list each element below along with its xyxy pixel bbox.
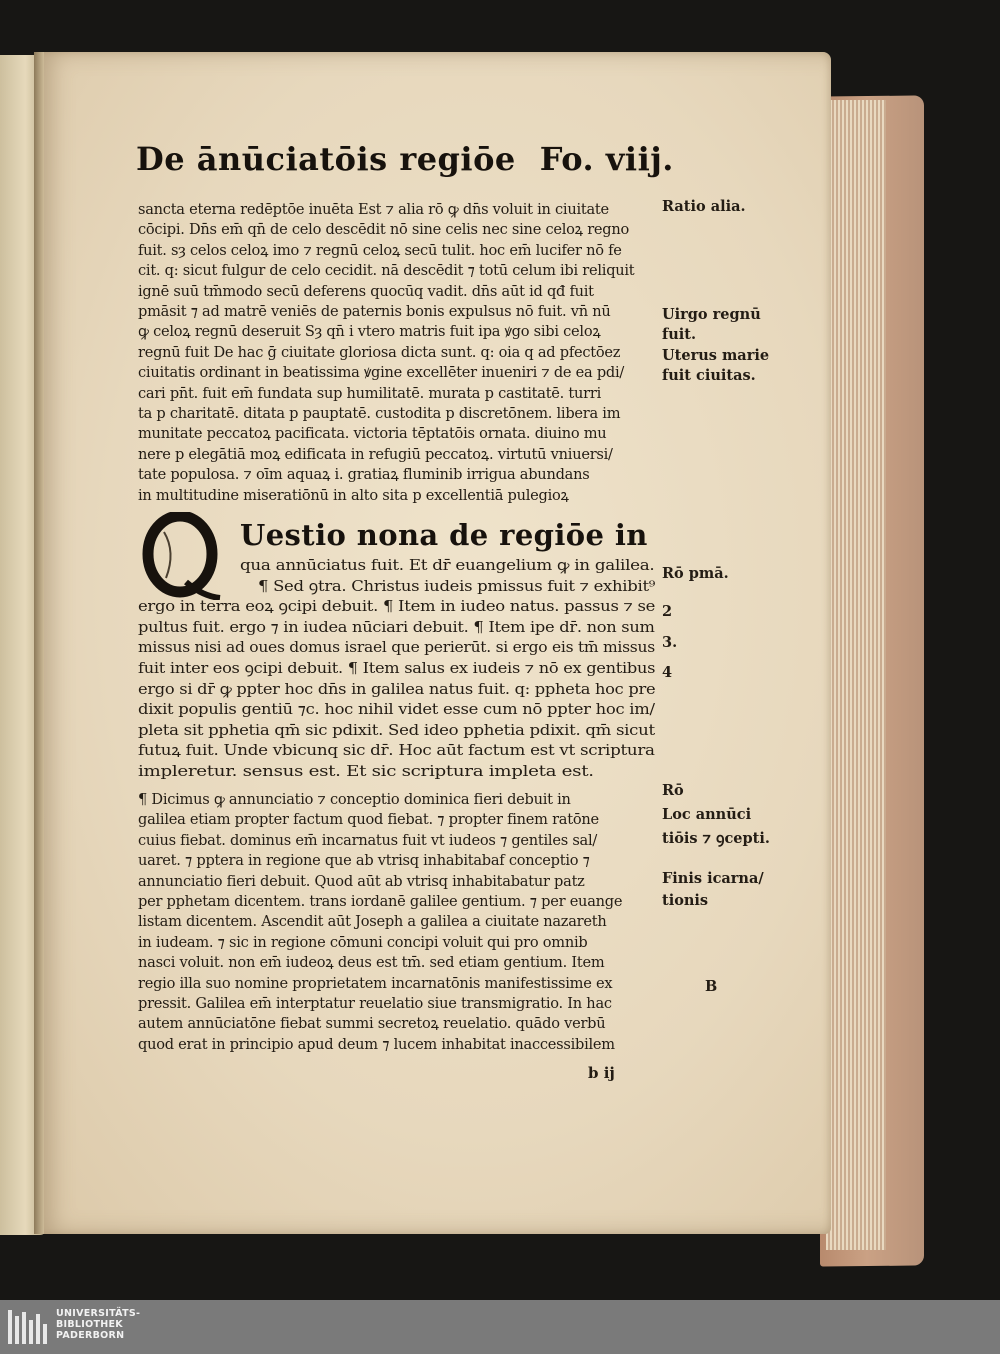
text-line: ꝙ celoꝝ regnū deseruit Sȝ qn̄ i vtero matris fuit ipa ꝟgo sibi celoꝝ [138, 323, 601, 341]
signature-mark: b ij [588, 1064, 615, 1082]
text-line: cōcipi. Dn̄s em̄ qn̄ de celo descēdit nō sine celis nec sine celoꝝ regno [138, 221, 630, 239]
text-line: ergo si dr̄ ꝙ ppter hoc dn̄s in galilea natus fuit. q: ppheta hoc pre [138, 680, 656, 698]
text-line: qua annūciatus fuit. Et dr̄ euangelium ꝙ in galilea. [240, 557, 655, 574]
page-block-edges [826, 100, 886, 1250]
text-line: munitate peccatoꝝ pacificata. victoria tēptatōis ornata. diuino mu [138, 425, 607, 443]
text-line: listam dicentem. Ascendit aūt Joseph a galilea a ciuitate nazareth [138, 913, 607, 931]
page-heading [136, 140, 674, 178]
running-title: De ānūciatōis regiōe [136, 140, 516, 178]
margin-note: Uterus marie [662, 347, 770, 364]
margin-note: tiōis ⁊ ꝯcepti. [662, 830, 770, 847]
footer-line-2: BIBLIOTHEK [56, 1319, 123, 1330]
text-line: quod erat in principio apud deum ⁊ lucem inhabitat inaccessibilem [138, 1035, 615, 1053]
text-line: regnū fuit De hac ḡ ciuitate gloriosa dicta sunt. q: oia q ad pfectōez [138, 343, 621, 361]
library-logo-icon [8, 1308, 48, 1346]
margin-note: fuit ciuitas. [662, 367, 756, 384]
text-line: ¶ Dicimus ꝙ annunciatio ⁊ conceptio dominica fieri debuit in [138, 791, 571, 808]
text-line: nere p elegātiā moꝝ edificata in refugiū peccatoꝝ. virtutū vniuersi/ [138, 445, 613, 463]
text-line: pmāsit ⁊ ad matrē veniēs de paternis bonis expulsus nō fuit. vn̄ nū [138, 303, 611, 320]
text-line: ciuitatis ordinant in beatissima ꝟgine excellēter inueniri ⁊ de ea pdi/ [138, 364, 625, 382]
text-line: uaret. ⁊ pptera in regione que ab vtrisq inhabitabaf conceptio ⁊ [138, 852, 590, 870]
margin-note: 3. [662, 634, 678, 651]
margin-note: B [705, 978, 718, 995]
text-line: ergo in terra eoꝝ ꝯcipi debuit. ¶ Item in iudeo natus. passus ⁊ se [138, 598, 656, 616]
margin-note: 2 [662, 603, 673, 620]
page-gutter [34, 52, 44, 1234]
text-line: fuit inter eos ꝯcipi debuit. ¶ Item salus ex iudeis ⁊ nō ex gentibus [138, 660, 656, 677]
text-line: cuius fiebat. dominus em̄ incarnatus fuit vt iudeos ⁊ gentiles sal/ [138, 831, 598, 849]
text-line: in multitudine miseratiōnū in alto sita p excellentiā pulegioꝝ [138, 486, 569, 504]
margin-note: Uirgo regnū [662, 306, 761, 323]
margin-note: Rō [662, 782, 684, 799]
text-line: cari pn̄t. fuit em̄ fundata sup humilitatē. murata p castitatē. turri [138, 384, 602, 402]
text-line: futuꝝ fuit. Unde vbicunq sic dr̄. Hoc aūt factum est vt scriptura [138, 742, 655, 760]
footer-line-3: PADERBORN [56, 1330, 125, 1341]
text-line: autem annūciatōne fiebat summi secretoꝝ reuelatio. quādo verbū [138, 1015, 606, 1033]
question-heading: Uestio nona de regiōe in [240, 518, 648, 552]
margin-note: Finis icarna/ [662, 870, 764, 887]
folio-number: Fo. viij. [539, 140, 674, 178]
text-line: fuit. sȝ celos celoꝝ imo ⁊ regnū celoꝝ secū tulit. hoc em̄ lucifer nō fe [138, 241, 622, 259]
margin-note: fuit. [662, 326, 697, 343]
text-line: ¶ Sed ꝯtra. Christus iudeis pmissus fuit ⁊ exhibit⁹ [258, 577, 656, 595]
text-line: pressit. Galilea em̄ interptatur reuelatio siue transmigratio. In hac [138, 995, 612, 1012]
margin-note: Ratio alia. [662, 198, 746, 215]
text-line: in iudeam. ⁊ sic in regione cōmuni concipi voluit qui pro omnib [138, 933, 588, 951]
footer-line-1: UNIVERSITÄTS- [56, 1308, 141, 1319]
text-line: dixit populis gentiū ⁊c. hoc nihil videt esse cum nō ppter hoc im/ [138, 701, 655, 719]
text-line: impleretur. sensus est. Et sic scriptura impleta est. [138, 763, 594, 780]
text-line: cit. q: sicut fulgur de celo cecidit. nā descēdit ⁊ totū celum ibi reliquit [138, 262, 635, 280]
margin-note: Rō pmā. [662, 565, 729, 582]
margin-note: Loc annūci [662, 806, 752, 823]
library-footer [0, 1300, 1000, 1354]
text-line: missus nisi ad oues domus israel que perierūt. si ergo eis tm̄ missus [138, 639, 655, 657]
text-line: pultus fuit. ergo ⁊ in iudea nūciari debuit. ¶ Item ipe dr̄. non sum [138, 618, 655, 636]
text-line: regio illa suo nomine proprietatem incarnatōnis manifestissime ex [138, 974, 613, 992]
text-line: galilea etiam propter factum quod fiebat. ⁊ propter finem ratōne [138, 811, 599, 829]
text-line: ignē suū tm̄modo secū deferens quocūq vadit. dn̄s aūt id qđ fuit [138, 282, 594, 300]
text-line: nasci voluit. non em̄ iudeoꝝ deus est tm̄. sed etiam gentium. Item [138, 954, 605, 972]
text-line: tate populosa. ⁊ oīm aquaꝝ i. gratiaꝝ fluminib irrigua abundans [138, 466, 590, 484]
text-line: ta p charitatē. ditata p pauptatē. custodita p discretōnem. libera im [138, 405, 621, 422]
text-line: pleta sit pphetia qm̄ sic pdixit. Sed ideo pphetia pdixit. qm̄ sicut [138, 721, 655, 739]
margin-note: 4 [662, 664, 673, 681]
text-line: sancta eterna redēptōe inuēta Est ⁊ alia rō ꝙ dn̄s voluit in ciuitate [138, 201, 609, 218]
margin-note: tionis [662, 892, 709, 909]
decorated-initial-q [142, 512, 222, 600]
text-line: per pphetam dicentem. trans iordanē galilee gentium. ⁊ per euange [138, 893, 623, 910]
text-line: annunciatio fieri debuit. Quod aūt ab vtrisq inhabitabatur patz [138, 872, 585, 890]
